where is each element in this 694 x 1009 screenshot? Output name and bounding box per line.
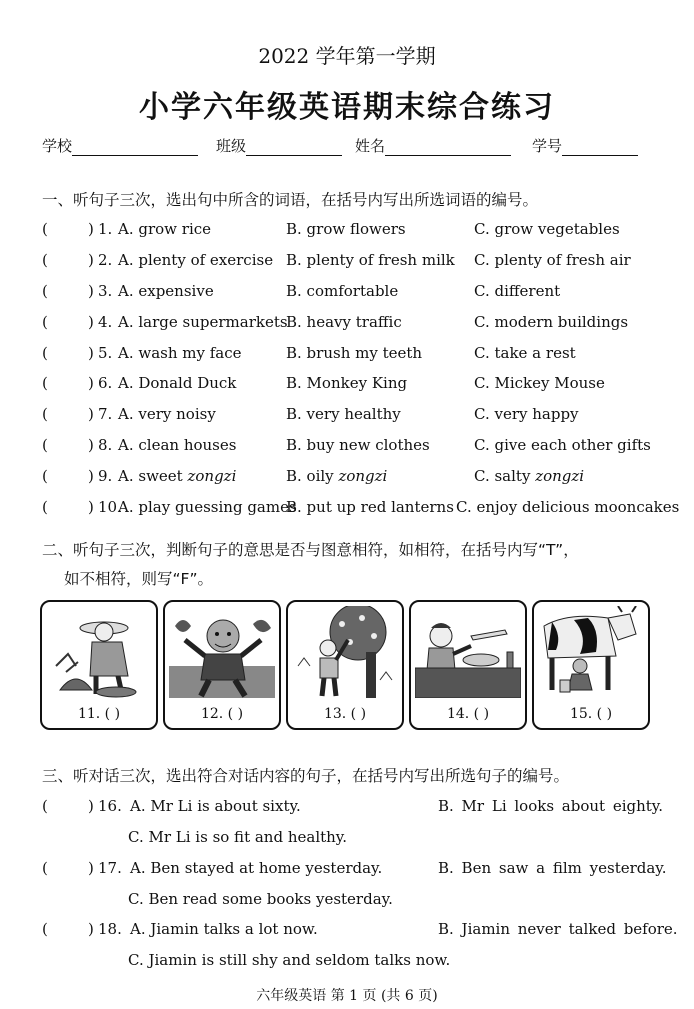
answer-paren-open[interactable]: ( [42,405,48,423]
question-row [42,434,662,456]
option-b: B. brush my teeth [286,344,423,362]
option-b [286,465,387,487]
answer-paren-open[interactable]: ( [42,467,48,485]
question-number: 7. [98,405,113,423]
option-a: A. grow rice [118,220,212,238]
option-c-text: C. salty [474,467,536,485]
class-blank[interactable] [246,139,342,156]
option-a: A. clean houses [118,436,237,454]
picture-13-label[interactable]: 13. ( ) [323,706,367,722]
option-c [474,465,584,487]
option-b: B. Ben saw a film yesterday. [438,859,667,877]
picture-12 [163,600,281,730]
question-number: 3. [98,282,113,300]
section1-heading: 一、听句子三次，选出句中所含的词语，在括号内写出所选词语的编号。 [42,191,539,209]
option-c: C. enjoy delicious mooncakes [456,498,680,516]
option-c: C. different [474,282,561,300]
option-c: C. Mickey Mouse [474,374,605,392]
answer-paren-close: ) [88,405,94,423]
option-b: B. Monkey King [286,374,408,392]
answer-paren-open[interactable]: ( [42,436,48,454]
option-c: C. give each other gifts [474,436,651,454]
option-c: C. Ben read some books yesterday. [128,890,393,908]
option-c: C. modern buildings [474,313,629,331]
question-row [42,496,680,518]
picture-13 [286,600,404,730]
option-a: A. wash my face [118,344,242,362]
question-number: 9. [98,467,113,485]
picture-12-label[interactable]: 12. ( ) [200,706,244,722]
option-c: C. plenty of fresh air [474,251,631,269]
option-a: A. Ben stayed at home yesterday. [130,859,383,877]
question-number: 10. [98,498,122,516]
boy-cooking-icon [415,606,521,698]
name-field [355,135,511,156]
answer-paren-open[interactable]: ( [42,251,48,269]
answer-paren-open[interactable]: ( [42,344,48,362]
option-a: A. plenty of exercise [118,251,274,269]
option-c: C. Jiamin is still shy and seldom talks now. [128,951,451,969]
question-number: 6. [98,374,113,392]
answer-paren-open[interactable]: ( [42,498,48,516]
option-b: B. put up red lanterns [286,498,454,516]
option-b: B. grow flowers [286,220,406,238]
option-b-text: B. oily [286,467,339,485]
school-field [42,135,198,156]
option-b: B. Mr Li looks about eighty. [438,797,664,815]
option-b: B. comfortable [286,282,399,300]
answer-paren-open[interactable]: ( [42,920,48,938]
question-number: 8. [98,436,113,454]
boy-picking-fruit-icon [292,606,398,698]
option-a: A. play guessing games [118,498,297,516]
dialogue-question-row [42,857,667,908]
option-a: A. Jiamin talks a lot now. [130,920,318,938]
question-row [42,249,662,271]
answer-paren-open[interactable]: ( [42,797,48,815]
question-number: 1. [98,220,113,238]
picture-14-label[interactable]: 14. ( ) [446,706,490,722]
farmer-picking-icon [46,606,152,698]
student-id-field [532,135,638,156]
answer-paren-open[interactable]: ( [42,220,48,238]
dialogue-question-row [42,918,678,969]
page-footer: 六年级英语 第 1 页 (共 6 页) [256,988,438,1004]
option-b: B. Jiamin never talked before. [438,920,678,938]
answer-paren-close: ) [88,220,94,238]
picture-15 [532,600,650,730]
question-number: 5. [98,344,113,362]
page-title: 小学六年级英语期末综合练习 [139,90,555,125]
name-label: 姓名 [355,137,386,155]
school-label: 学校 [42,137,73,155]
picture-15-label[interactable]: 15. ( ) [569,706,613,722]
answer-paren-close: ) [88,436,94,454]
monkey-king-icon [169,606,275,698]
term-label: 2022 学年第一学期 [258,44,436,68]
option-a-text: A. sweet [118,467,188,485]
option-a: A. very noisy [118,405,216,423]
girl-milking-cow-icon [538,606,644,698]
picture-11 [40,600,158,730]
option-a [118,465,236,487]
class-field [216,135,342,156]
answer-paren-close: ) [88,797,94,815]
option-c: C. take a rest [474,344,576,362]
section2-heading-line2: 如不相符，则写“F”。 [64,570,213,588]
question-row [42,372,662,394]
answer-paren-close: ) [88,313,94,331]
question-number: 18. [98,920,122,938]
school-blank[interactable] [72,139,198,156]
answer-paren-close: ) [88,344,94,362]
answer-paren-open[interactable]: ( [42,859,48,877]
question-number: 4. [98,313,113,331]
option-b: B. very healthy [286,405,401,423]
option-c-italic: zongzi [535,467,585,485]
picture-11-label[interactable]: 11. ( ) [77,706,121,722]
answer-paren-open[interactable]: ( [42,313,48,331]
question-number: 17. [98,859,122,877]
picture-strip [40,600,656,730]
question-row [42,280,662,302]
option-b: B. plenty of fresh milk [286,251,455,269]
answer-paren-close: ) [88,282,94,300]
option-a: A. large supermarkets [118,313,288,331]
student-id-label: 学号 [532,137,563,155]
option-a-italic: zongzi [187,467,237,485]
option-b: B. buy new clothes [286,436,430,454]
question-number: 2. [98,251,113,269]
option-b: B. heavy traffic [286,313,402,331]
option-a: A. expensive [118,282,214,300]
answer-paren-open[interactable]: ( [42,282,48,300]
option-c: C. very happy [474,405,579,423]
section2-heading-line1: 二、听句子三次，判断句子的意思是否与图意相符，如相符，在括号内写“T”， [42,541,579,559]
option-a: A. Mr Li is about sixty. [130,797,301,815]
answer-paren-close: ) [88,498,94,516]
question-row [42,311,662,333]
option-c: C. Mr Li is so fit and healthy. [128,828,348,846]
answer-paren-open[interactable]: ( [42,374,48,392]
picture-14 [409,600,527,730]
option-b-italic: zongzi [338,467,388,485]
question-number: 16. [98,797,122,815]
answer-paren-close: ) [88,251,94,269]
dialogue-question-row [42,795,664,846]
question-row [42,403,662,425]
answer-paren-close: ) [88,920,94,938]
answer-paren-close: ) [88,467,94,485]
class-label: 班级 [216,137,247,155]
section3-heading: 三、听对话三次，选出符合对话内容的句子，在括号内写出所选句子的编号。 [42,767,570,785]
question-row [42,465,662,487]
option-a: A. Donald Duck [118,374,237,392]
name-blank[interactable] [385,139,511,156]
student-id-blank[interactable] [562,139,638,156]
answer-paren-close: ) [88,859,94,877]
option-c: C. grow vegetables [474,220,620,238]
question-row [42,218,662,240]
answer-paren-close: ) [88,374,94,392]
question-row [42,342,662,364]
